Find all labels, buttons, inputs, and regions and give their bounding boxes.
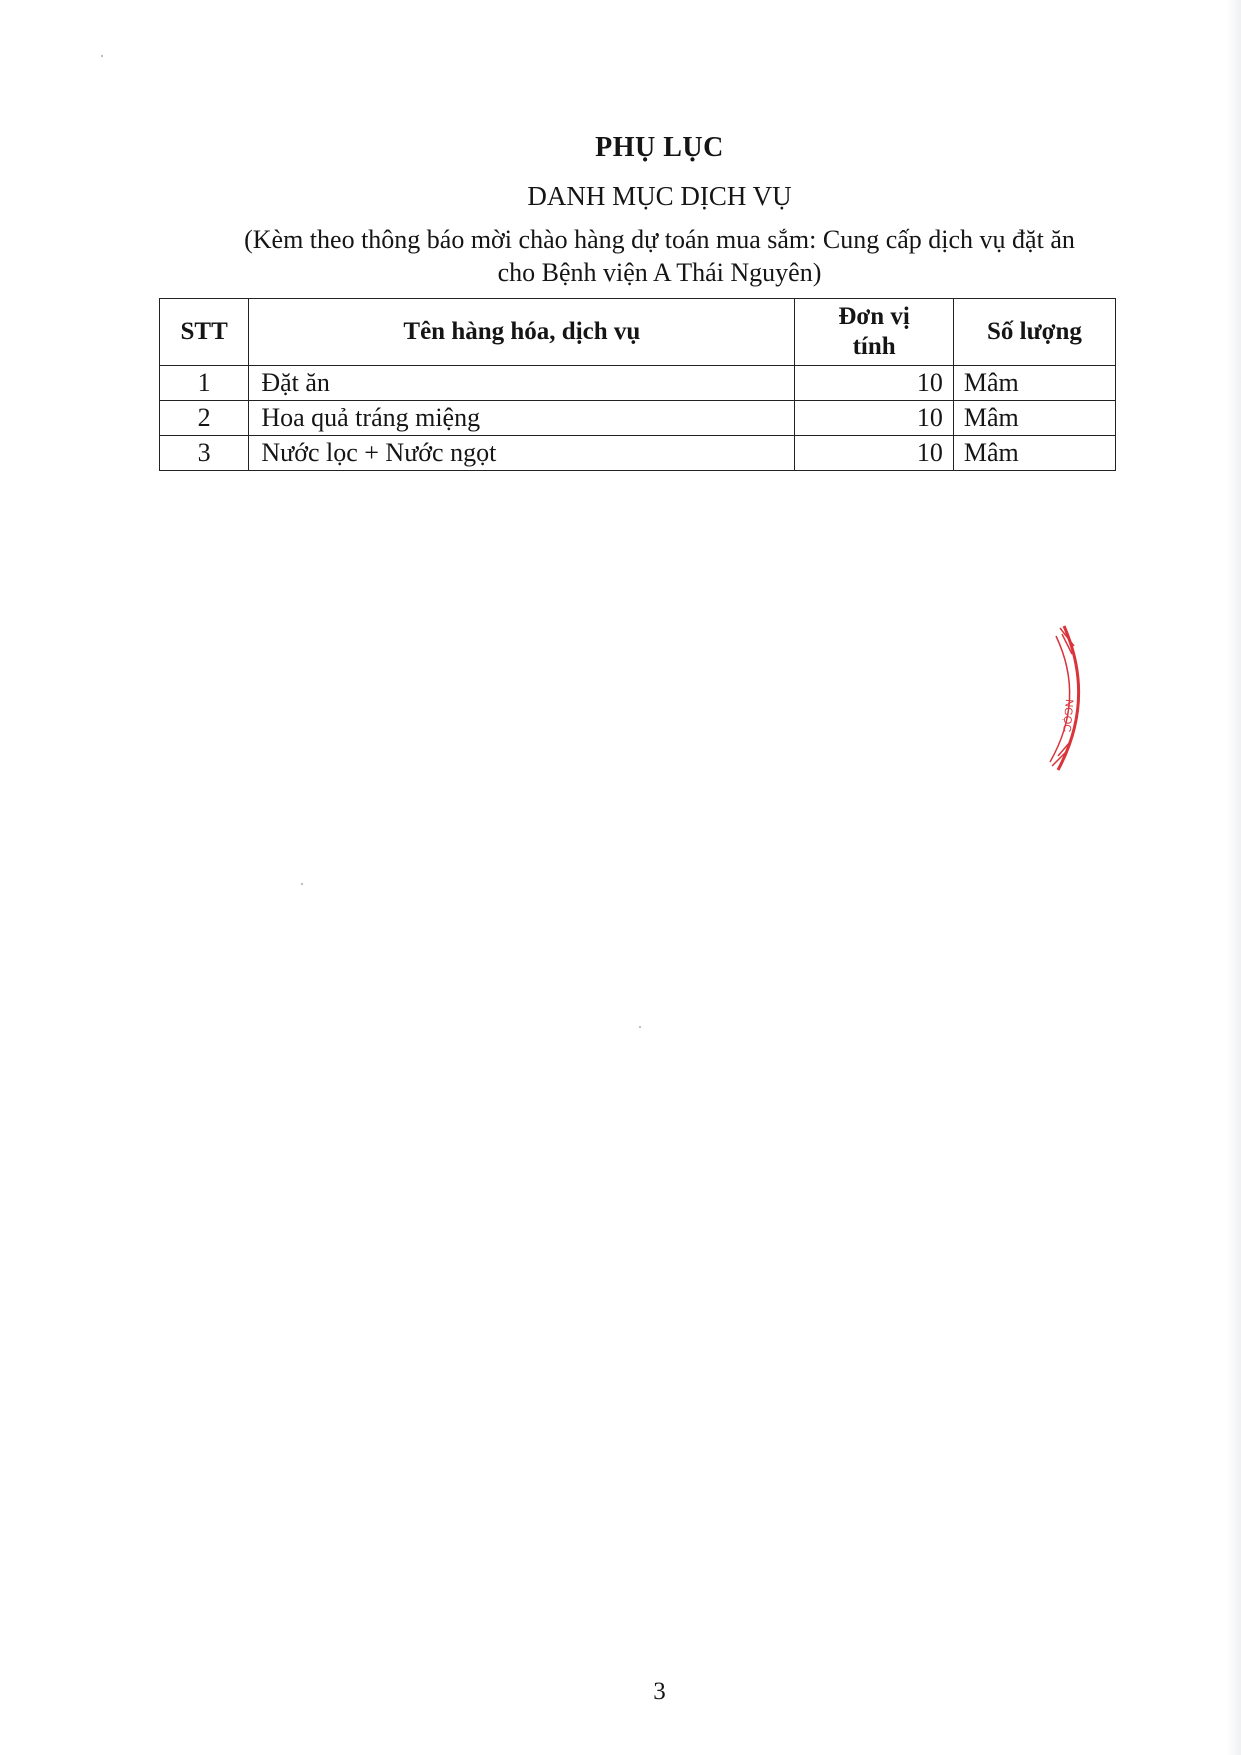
header-qty: Số lượng xyxy=(953,299,1115,366)
header-name: Tên hàng hóa, dịch vụ xyxy=(249,299,795,366)
scan-speck xyxy=(639,1026,641,1028)
cell-stt: 1 xyxy=(160,366,249,401)
cell-qty: Mâm xyxy=(953,366,1115,401)
table-header-row xyxy=(160,299,1116,366)
table-row xyxy=(160,436,1116,471)
scan-speck xyxy=(101,55,103,57)
cell-unit: 10 xyxy=(795,436,953,471)
cell-qty: Mâm xyxy=(953,401,1115,436)
table-row xyxy=(160,401,1116,436)
document-title: PHỤ LỤC xyxy=(595,132,724,163)
red-seal-stamp-fragment xyxy=(1044,624,1092,774)
cell-stt: 3 xyxy=(160,436,249,471)
stamp-lettering: NGỌC xyxy=(1060,698,1075,733)
cell-name: Đặt ăn xyxy=(249,366,795,401)
scan-speck xyxy=(301,883,303,885)
cell-unit: 10 xyxy=(795,366,953,401)
document-subtitle: DANH MỤC DỊCH VỤ xyxy=(527,181,792,211)
cell-stt: 2 xyxy=(160,401,249,436)
cell-qty: Mâm xyxy=(953,436,1115,471)
cell-name: Nước lọc + Nước ngọt xyxy=(249,436,795,471)
table-row xyxy=(160,366,1116,401)
header-unit-line-1: Đơn vị xyxy=(838,303,910,330)
service-catalog-table xyxy=(159,298,1116,471)
header-unit xyxy=(795,299,953,366)
page-number: 3 xyxy=(653,1678,666,1705)
document-note-line-2: cho Bệnh viện A Thái Nguyên) xyxy=(497,258,822,287)
cell-unit: 10 xyxy=(795,401,953,436)
header-stt: STT xyxy=(160,299,249,366)
document-note-line-1: (Kèm theo thông báo mời chào hàng dự toán mua sắm: Cung cấp dịch vụ đặt ăn xyxy=(244,225,1075,254)
cell-name: Hoa quả tráng miệng xyxy=(249,401,795,436)
header-unit-line-2: tính xyxy=(852,333,896,360)
